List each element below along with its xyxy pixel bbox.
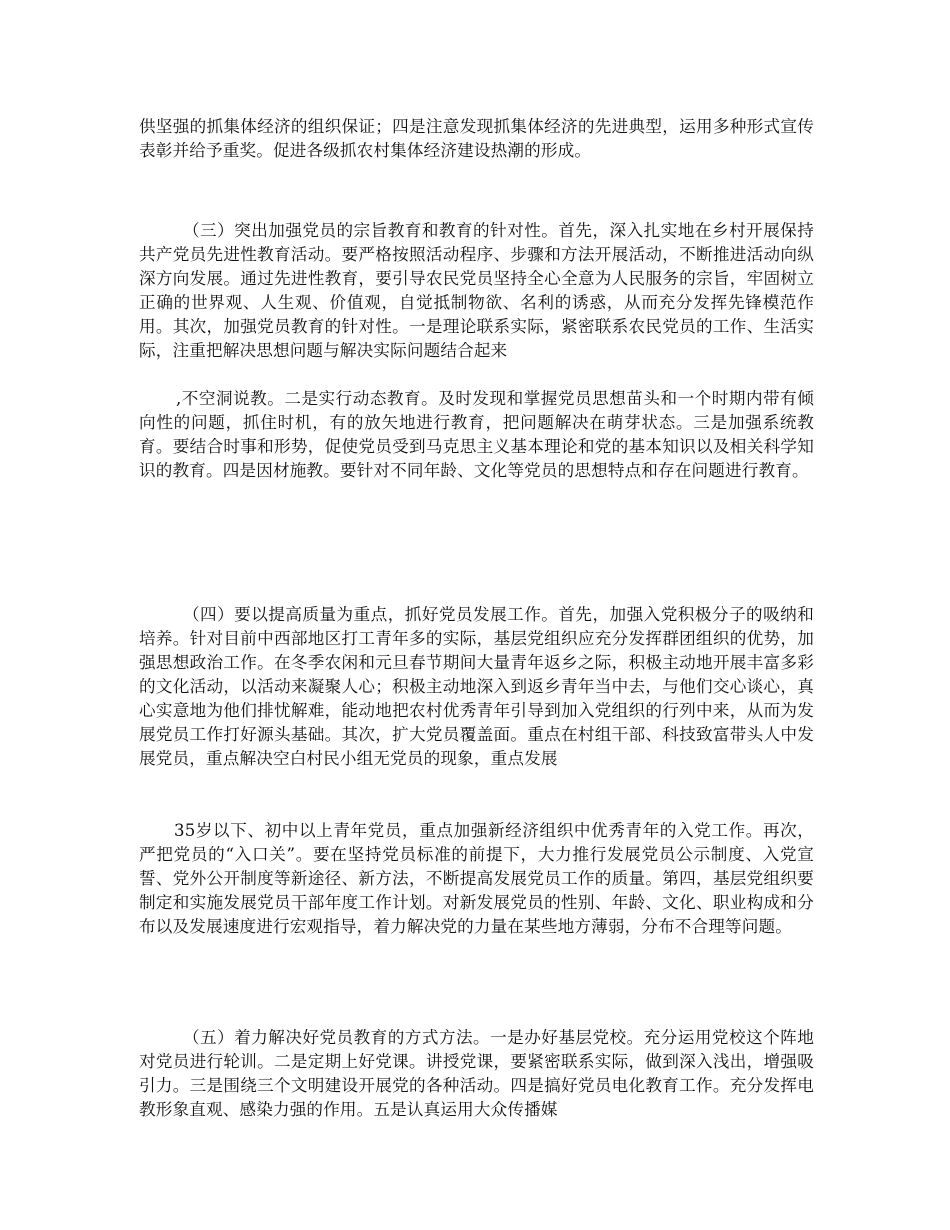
paragraph-section-5: （五）着力解决好党员教育的方式方法。一是办好基层党校。充分运用党校这个阵地对党员进行轮训。二是定期上好党课。讲授党课，要紧密联系实际，做到深入浅出，增强吸引力。三是围绕三个文明建设开展党的各种活动。四是搞好党员电化教育工作。充分发挥电教形象直观、感染力强的作用。五是认真运用大众传播媒 bbox=[139, 1028, 814, 1119]
paragraph-section-3-continued: ,不空洞说教。二是实行动态教育。及时发现和掌握党员思想苗头和一个时期内带有倾向性的问题，抓住时机，有的放矢地进行教育，把问题解决在萌芽状态。三是加强系统教育。要结合时事和形势，促使党员受到马克思主义基本理论和党的基本知识以及相关科学知识的教育。四是因材施教。要针对不同年龄、文化等党员的思想特点和存在问题进行教育。 bbox=[139, 389, 814, 480]
paragraph-section-4-continued: 35岁以下、初中以上青年党员，重点加强新经济组织中优秀青年的入党工作。再次，严把党员的“入口关”。要在坚持党员标准的前提下，大力推行发展党员公示制度、入党宣誓、党外公开制度等新途径、新方法，不断提高发展党员工作的质量。第四，基层党组织要制定和实施发展党员干部年度工作计划。对新发展党员的性别、年龄、文化、职业构成和分布以及发展速度进行宏观指导，着力解决党的力量在某些地方薄弱，分布不合理等问题。 bbox=[139, 821, 814, 936]
paragraph-continuation: 供坚强的抓集体经济的组织保证；四是注意发现抓集体经济的先进典型，运用多种形式宣传表彰并给予重奖。促进各级抓农村集体经济建设热潮的形成。 bbox=[139, 117, 814, 160]
paragraph-section-4: （四）要以提高质量为重点，抓好党员发展工作。首先，加强入党积极分子的吸纳和培养。针对目前中西部地区打工青年多的实际，基层党组织应充分发挥群团组织的优势，加强思想政治工作。在冬季农闲和元旦春节期间大量青年返乡之际，积极主动地开展丰富多彩的文化活动，以活动来凝聚人心；积极主动地深入到返乡青年当中去，与他们交心谈心，真心实意地为他们排忧解难，能动地把农村优秀青年引导到加入党组织的行列中来，从而为发展党员工作打好源头基础。其次，扩大党员覆盖面。重点在村组干部、科技致富带头人中发展党员，重点解决空白村民小组无党员的现象，重点发展 bbox=[139, 605, 814, 768]
paragraph-section-3: （三）突出加强党员的宗旨教育和教育的针对性。首先，深入扎实地在乡村开展保持共产党员先进性教育活动。要严格按照活动程序、步骤和方法开展活动，不断推进活动向纵深方向发展。通过先进性教育，要引导农民党员坚持全心全意为人民服务的宗旨，牢固树立正确的世界观、人生观、价值观，自觉抵制物欲、名利的诱惑，从而充分发挥先锋模范作用。其次，加强党员教育的针对性。一是理论联系实际，紧密联系农民党员的工作、生活实际，注重把解决思想问题与解决实际问题结合起来 bbox=[139, 221, 814, 360]
